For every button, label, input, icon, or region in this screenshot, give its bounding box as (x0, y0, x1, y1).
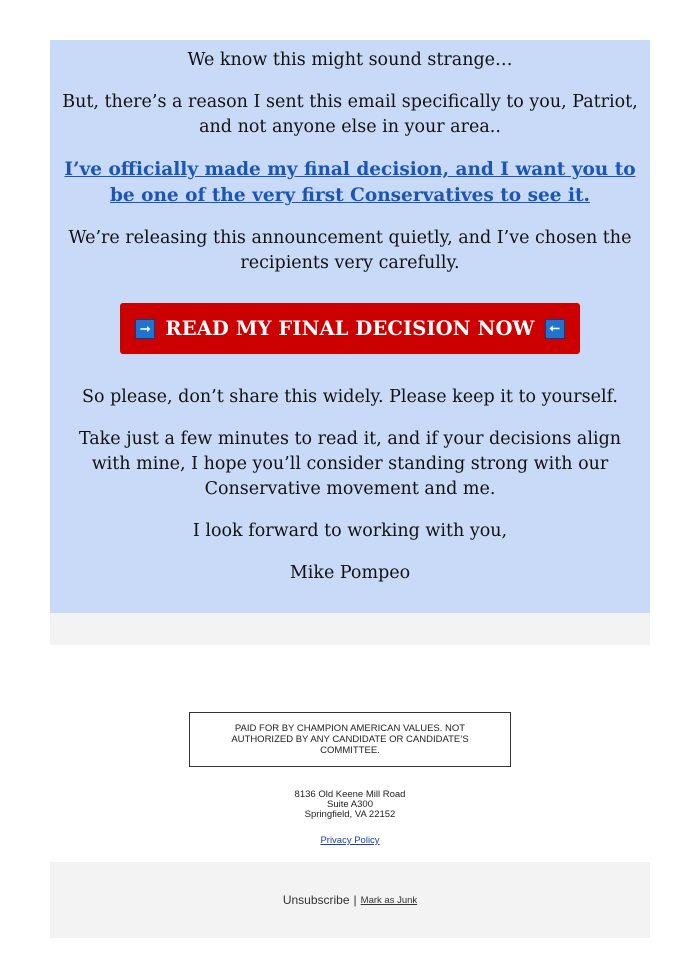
cta-label: READ MY FINAL DECISION NOW (165, 317, 535, 340)
privacy-policy-link[interactable]: Privacy Policy (320, 835, 380, 846)
intro-text: We know this might sound strange… (187, 50, 513, 70)
paid-for-disclaimer: PAID FOR BY CHAMPION AMERICAN VALUES. NOT AUTHORIZED BY ANY CANDIDATE OR CANDIDATE’S COMMITTEE. (189, 712, 511, 767)
take-text: Take just a few minutes to read it, and if your decisions align with mine, I hope you’ll consider standing strong with our Conservative movement and me. (78, 429, 622, 499)
privacy-container (50, 835, 650, 847)
unsubscribe-link[interactable]: Unsubscribe (282, 893, 350, 907)
address-line-3: Springfield, VA 22152 (304, 809, 396, 820)
address-line-1: 8136 Old Keene Mill Road (294, 789, 406, 800)
arrow-left-icon: ⭠ (545, 319, 565, 339)
share-text: So please, don’t share this widely. Please keep it to yourself. (81, 387, 618, 407)
decision-link[interactable]: I’ve officially made my final decision, and I want you to be one of the very first Conservatives to see it. (64, 159, 636, 206)
cta-container (58, 303, 642, 354)
decision-link-paragraph (58, 157, 642, 209)
arrow-right-icon: ⭢ (135, 319, 155, 339)
mark-as-junk-link[interactable]: Mark as Junk (360, 894, 418, 906)
reason-text: But, there’s a reason I sent this email specifically to you, Patriot, and not anyone else in your area.. (62, 92, 638, 137)
release-text: We’re releasing this announcement quietly, and I’ve chosen the recipients very carefully. (68, 228, 632, 273)
closing-text: I look forward to working with you, (192, 521, 508, 541)
mailing-address (50, 790, 650, 820)
address-line-2: Suite A300 (327, 799, 373, 810)
divider-band (50, 613, 650, 645)
read-final-decision-button[interactable] (120, 303, 580, 354)
signature: Mike Pompeo (289, 563, 411, 583)
footer-separator: | (353, 893, 357, 907)
email-body-card (50, 40, 650, 613)
footer-band (50, 862, 650, 938)
